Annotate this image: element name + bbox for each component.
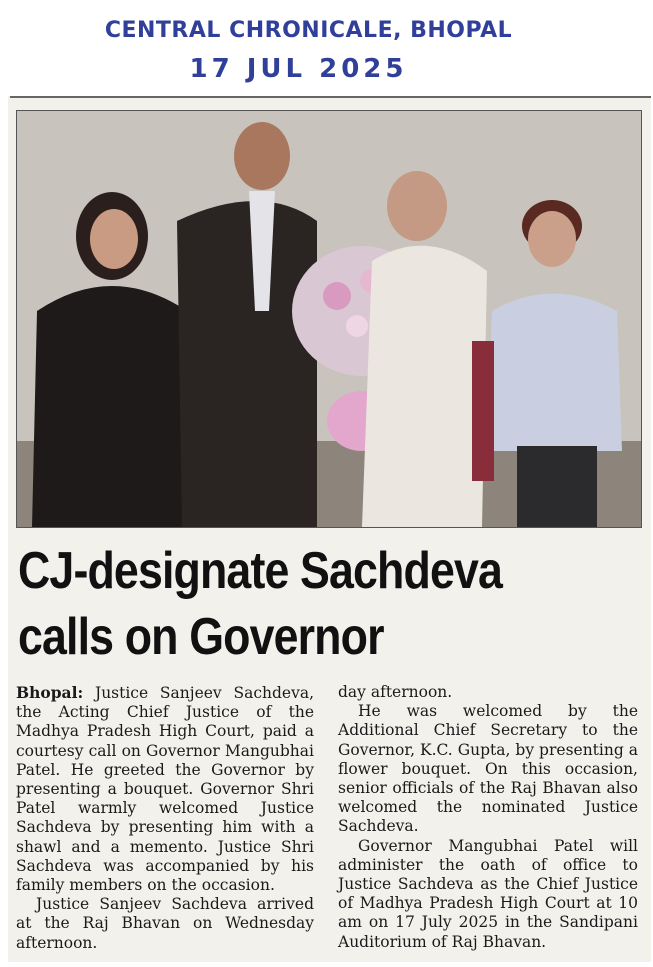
publication-stamp: CENTRAL CHRONICALE, BHOPAL	[104, 18, 513, 43]
headline-line-1: CJ-designate Sachdeva	[18, 542, 502, 600]
group-photo-illustration	[17, 111, 641, 527]
article-paragraph-2: Justice Sanjeev Sachdeva arrived at the Raj Bhavan on Wednesday afternoon.	[16, 895, 314, 952]
article-paragraph-4: Governor Mangubhai Patel will administer the oath of office to Justice Sachdeva as the Chief Justice of Madhya Pradesh High Court at 10 am on 17 July 2025 in the Sandipani Auditorium of Raj Bhavan.	[338, 836, 638, 951]
date-stamp: 17 JUL 2025	[189, 54, 408, 84]
article-paragraph-1	[16, 683, 314, 895]
article-paragraph-2-continued: day afternoon.	[338, 683, 453, 701]
article-column-right	[338, 683, 638, 952]
dateline: Bhopal:	[16, 683, 84, 702]
paragraph-1-text: Justice Sanjeev Sachdeva, the Acting Chief Justice of the Madhya Pradesh High Court, paid a courtesy call on Governor Mangubhai Patel. He greeted the Governor by presenting a bouquet. Governor Shri Patel warmly welcomed Justice Sachdeva by presenting him with a shawl and a memento. Justice Shri Sachdeva was accompanied by his family members on the occasion.	[16, 684, 314, 895]
article-paragraph-3: He was welcomed by the Additional Chief Secretary to the Governor, K.C. Gupta, by presenting a flower bouquet. On this occasion, senior officials of the Raj Bhavan also welcomed the nominated Justice Sachdeva.	[338, 702, 638, 836]
article-column-left	[16, 683, 314, 952]
top-rule	[10, 96, 651, 98]
news-photo	[16, 110, 642, 528]
headline-line-2: calls on Governor	[18, 608, 384, 666]
